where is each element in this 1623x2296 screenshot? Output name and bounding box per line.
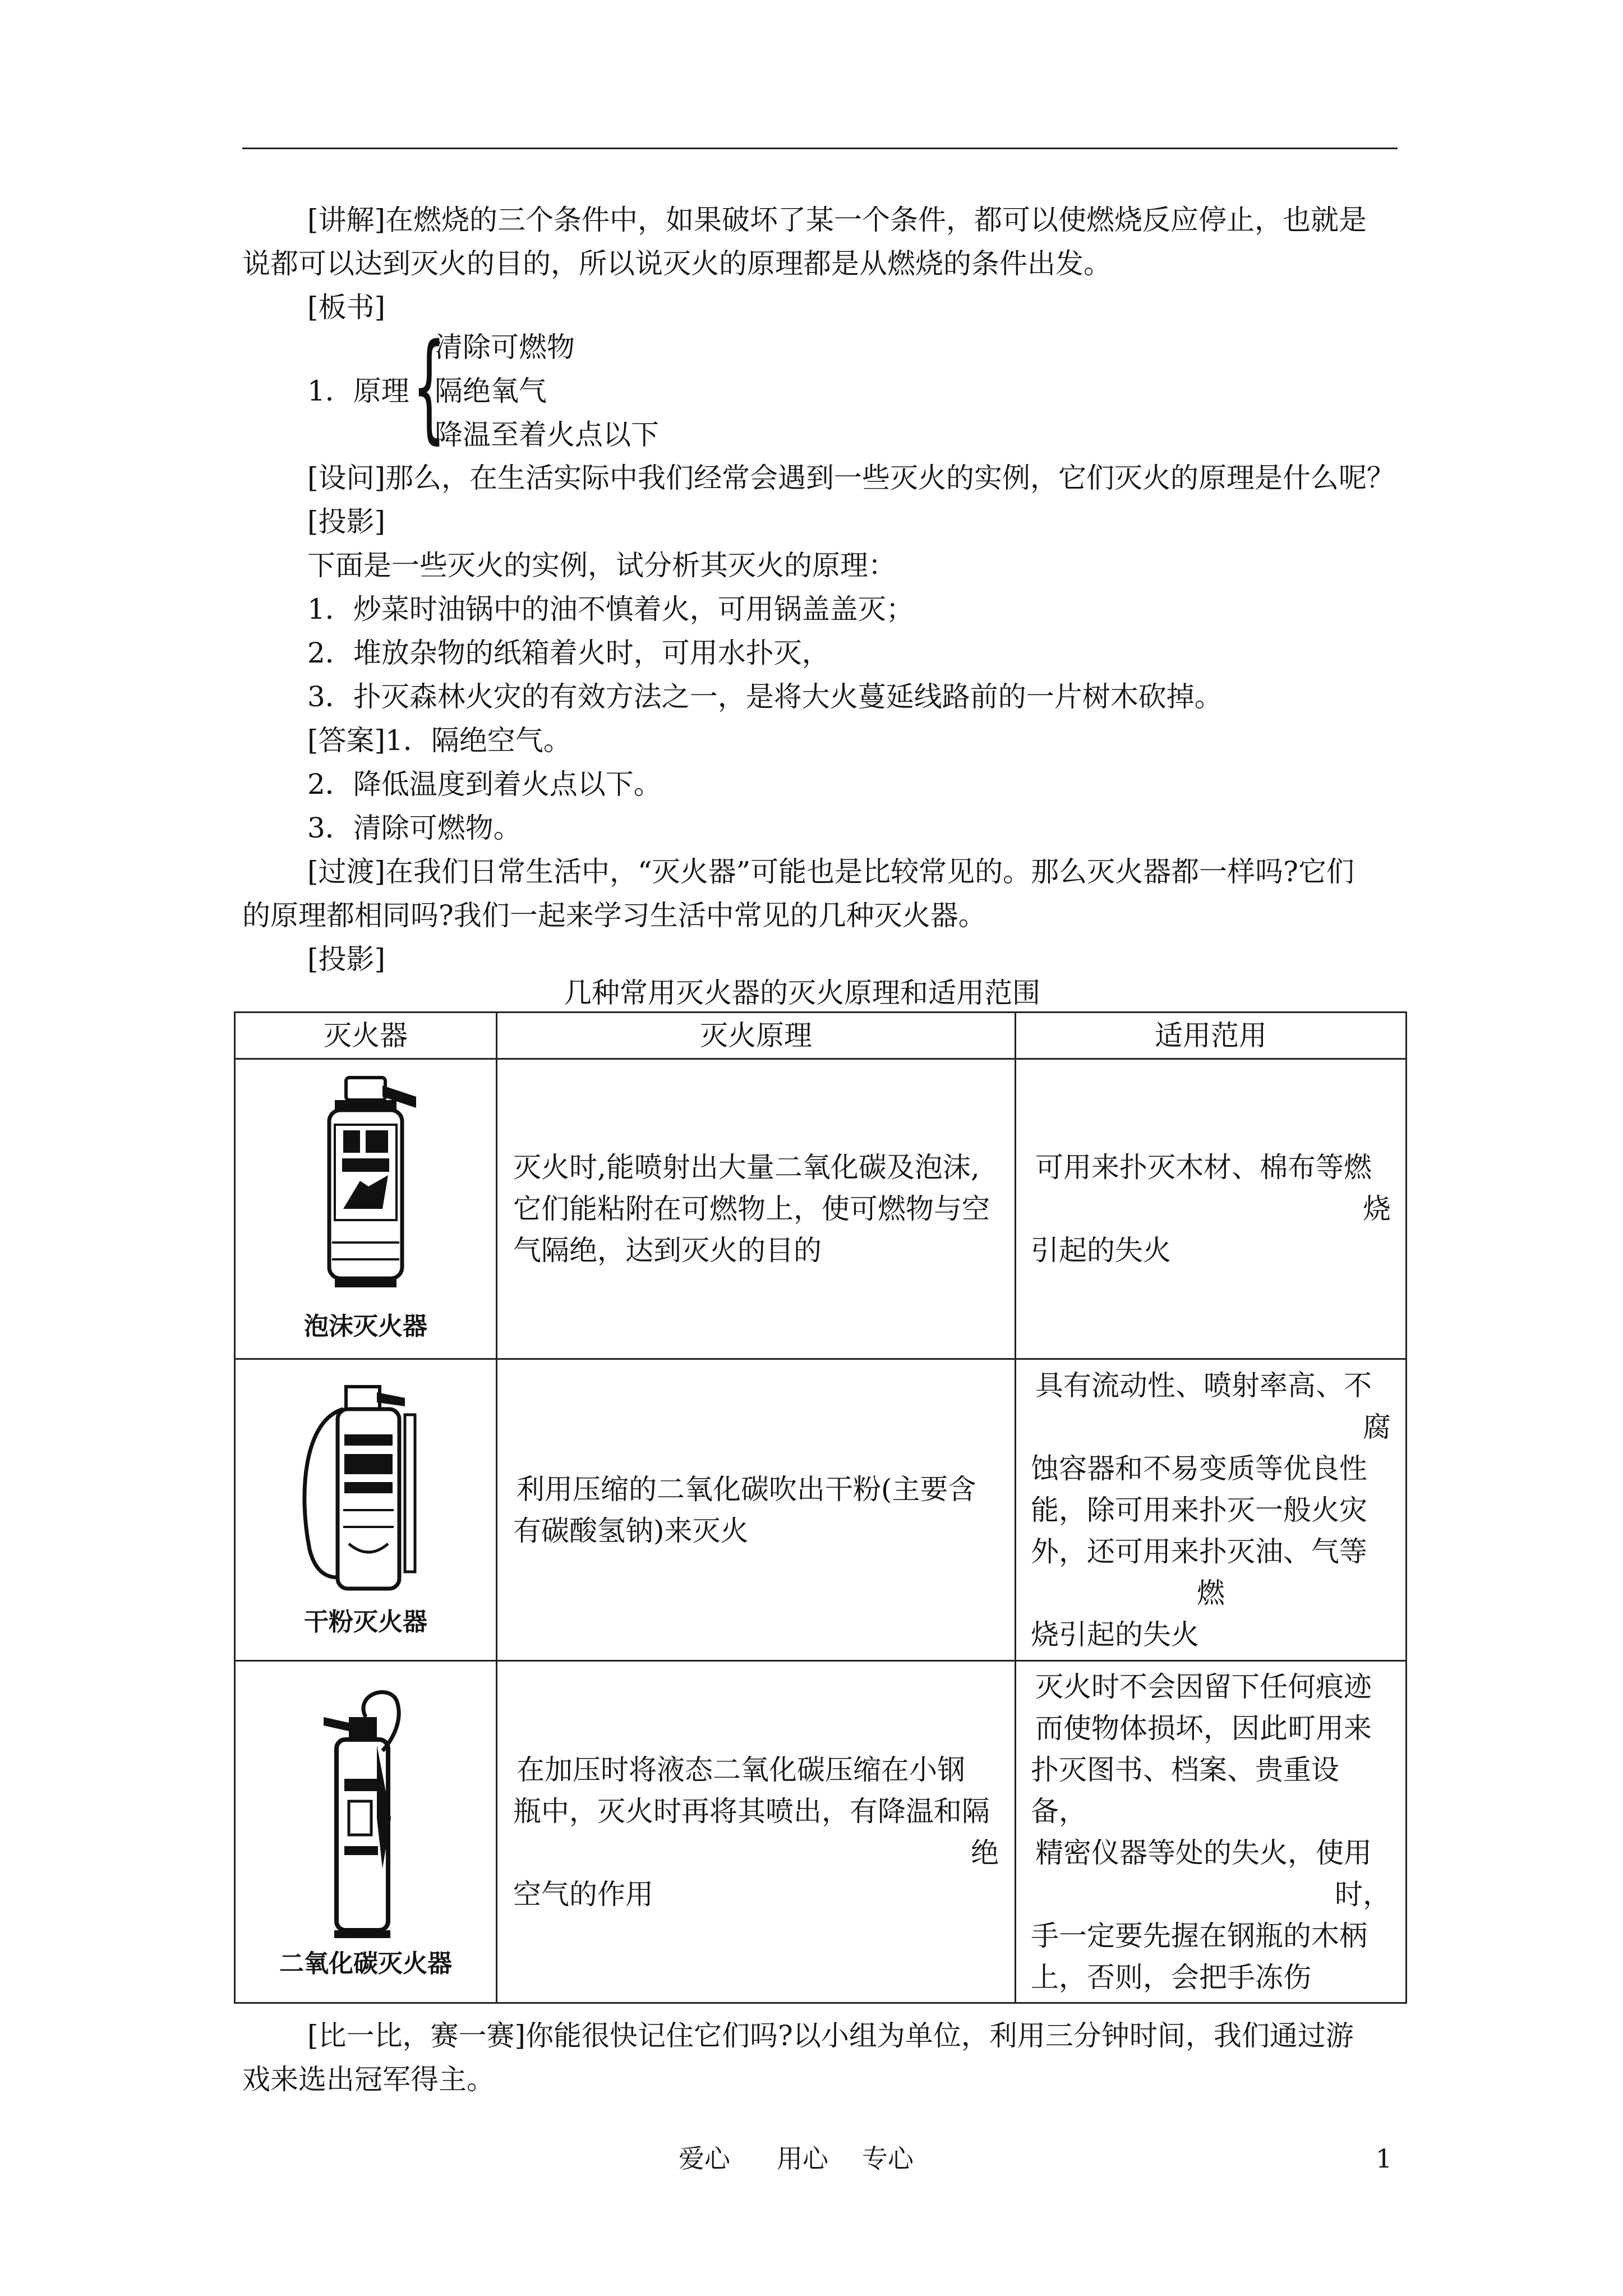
table-row	[235, 1359, 1407, 1661]
scope-line: 外，还可用来扑灭油、气等	[1031, 1535, 1367, 1568]
table-header: 灭火原理	[497, 1013, 1016, 1059]
dry-powder-extinguisher-icon	[293, 1381, 439, 1605]
extinguisher-image-cell	[235, 1661, 497, 2003]
scope-cell	[1016, 1359, 1407, 1661]
text-line: 戏来选出冠军得主。	[242, 2063, 495, 2096]
text-line: 3．清除可燃物。	[307, 812, 522, 844]
principle-item: 降温至着火点以下	[435, 418, 659, 451]
scope-line: 烧	[1363, 1193, 1391, 1225]
principle-line: 灭火时,能喷射出大量二氧化碳及泡沫,	[513, 1151, 980, 1184]
principle-cell	[497, 1059, 1016, 1359]
scope-line: 烧引起的失火	[1031, 1618, 1199, 1651]
principle-line: 瓶中，灭火时再将其喷出，有降温和隔	[513, 1795, 990, 1828]
scope-line: 能，除可用来扑灭一般火灾	[1031, 1493, 1367, 1526]
principle-line: 绝	[971, 1836, 999, 1869]
principle-line: 有碳酸氢钠)来灭火	[513, 1514, 749, 1547]
text-line: 的原理都相同吗?我们一起来学习生活中常见的几种灭火器。	[242, 899, 986, 932]
scope-line: 时，	[1335, 1878, 1391, 1911]
scope-line: 具有流动性、喷射率高、不	[1035, 1369, 1372, 1402]
scope-cell	[1016, 1059, 1407, 1359]
scope-line: 上，否则，会把手冻伤	[1031, 1961, 1311, 1994]
table-row	[235, 1661, 1407, 2003]
principle-label: 1．原理	[307, 375, 409, 407]
text-line: [讲解]在燃烧的三个条件中，如果破坏了某一个条件，都可以使燃烧反应停止，也就是	[307, 204, 1367, 236]
scope-line: 燃	[1197, 1576, 1225, 1609]
page-number: 1	[1376, 2143, 1393, 2174]
principle-line: 空气的作用	[513, 1878, 653, 1911]
co2-extinguisher-icon	[293, 1683, 439, 1947]
extinguisher-table	[234, 1011, 1407, 2004]
text-line: [板书]	[307, 291, 386, 324]
principle-item: 隔绝氧气	[435, 375, 547, 407]
table-header: 适用范用	[1016, 1013, 1407, 1059]
scope-line: 腐	[1363, 1410, 1391, 1443]
table-row	[235, 1059, 1407, 1359]
extinguisher-caption: 泡沫灭火器	[304, 1312, 427, 1341]
text-line: [设问]那么，在生活实际中我们经常会遇到一些灭火的实例，它们灭火的原理是什么呢？	[307, 462, 1395, 494]
principle-line: 它们能粘附在可燃物上，使可燃物与空	[513, 1193, 990, 1225]
scope-line: 灭火时不会因留下任何痕迹	[1035, 1670, 1372, 1703]
footer-text: 专心	[862, 2143, 914, 2174]
header-rule	[242, 148, 1398, 149]
principle-item: 清除可燃物	[435, 331, 575, 364]
text-line: [投影]	[307, 943, 386, 976]
text-line: 3．扑灭森林火灾的有效方法之一，是将大火蔓延线路前的一片树木砍掉。	[307, 680, 1223, 713]
text-line: [过渡]在我们日常生活中，“灭火器”可能也是比较常见的。那么灭火器都一样吗?它们	[307, 855, 1354, 888]
scope-line: 手一定要先握在钢瓶的木柄	[1031, 1919, 1367, 1952]
footer-text: 爱心	[679, 2143, 730, 2174]
extinguisher-caption: 干粉灭火器	[304, 1607, 427, 1636]
extinguisher-image-cell	[235, 1059, 497, 1359]
scope-line: 引起的失火	[1031, 1234, 1171, 1267]
text-line: [答案]1．隔绝空气。	[307, 724, 571, 757]
scope-line: 而使物体损坏，因此町用来	[1035, 1711, 1372, 1745]
extinguisher-image-cell	[235, 1359, 497, 1661]
text-line: 2．堆放杂物的纸箱着火时，可用水扑灭，	[307, 637, 830, 669]
principle-line: 气隔绝，达到灭火的目的	[513, 1234, 822, 1267]
scope-line: 精密仪器等处的失火，使用	[1035, 1836, 1372, 1869]
table-title: 几种常用灭火器的灭火原理和适用范围	[564, 977, 1040, 1009]
principle-cell	[497, 1661, 1016, 2003]
scope-line: 可用来扑灭木材、棉布等燃	[1035, 1151, 1372, 1184]
principle-line: 在加压时将液态二氧化碳压缩在小钢	[517, 1753, 965, 1786]
principle-cell	[497, 1359, 1016, 1661]
principle-line: 利用压缩的二氧化碳吹出干粉(主要含	[517, 1473, 976, 1506]
table-header-row	[235, 1013, 1407, 1059]
curly-brace: {	[412, 318, 446, 455]
text-line: 下面是一些灭火的实例，试分析其灭火的原理：	[307, 549, 896, 582]
extinguisher-caption: 二氧化碳灭火器	[279, 1949, 452, 1978]
foam-extinguisher-icon	[298, 1074, 433, 1310]
text-line: 2．降低温度到着火点以下。	[307, 768, 662, 800]
scope-cell	[1016, 1661, 1407, 2003]
text-line: 1．炒菜时油锅中的油不慎着火，可用锅盖盖灭；	[307, 593, 914, 625]
text-line: 说都可以达到灭火的目的，所以说灭火的原理都是从燃烧的条件出发。	[242, 247, 1112, 280]
text-line: [比一比，赛一赛]你能很快记住它们吗?以小组为单位，利用三分钟时间，我们通过游	[307, 2019, 1354, 2052]
scope-line: 扑灭图书、档案、贵重设备，	[1031, 1753, 1339, 1828]
footer-text: 用心	[777, 2143, 828, 2174]
table-header: 灭火器	[235, 1013, 497, 1059]
scope-line: 蚀容器和不易变质等优良性	[1031, 1452, 1367, 1485]
text-line: [投影]	[307, 505, 386, 538]
